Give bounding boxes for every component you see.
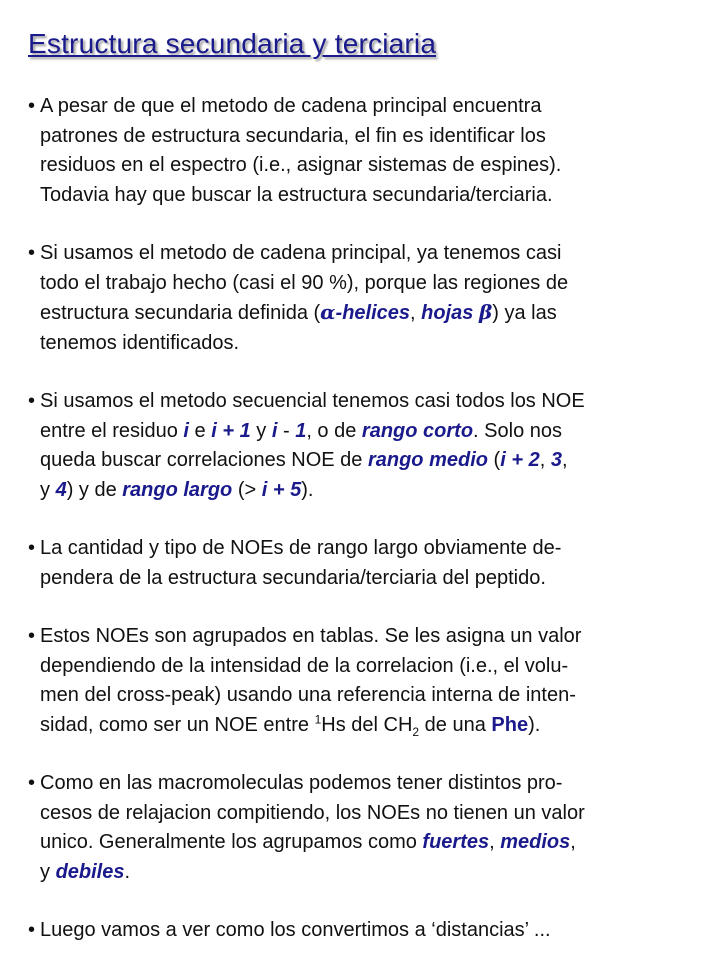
bullet-paragraph-5 bbox=[28, 622, 708, 740]
index-2: 2 bbox=[528, 449, 540, 471]
index-i-plus-5: i + 5 bbox=[261, 478, 302, 501]
text-fragment: , bbox=[489, 831, 501, 853]
rango-corto-term: rango corto bbox=[361, 419, 474, 442]
text-line: Estos NOEs son agrupados en tablas. Se les asigna un valor bbox=[40, 625, 582, 647]
text-line: todo el trabajo hecho (casi el 90 %), porque las regiones de bbox=[40, 271, 569, 294]
superscript: 1 bbox=[314, 711, 322, 726]
text-fragment: ). bbox=[528, 713, 541, 736]
bullet-paragraph-2 bbox=[28, 239, 708, 358]
text-fragment: y bbox=[250, 419, 272, 442]
text-line: men del cross-peak) usando una referencia interna de inten- bbox=[40, 684, 576, 706]
subscript: 2 bbox=[412, 724, 420, 739]
fuertes-term: fuertes bbox=[422, 831, 490, 853]
text-fragment: . bbox=[124, 860, 131, 883]
text-fragment: , bbox=[410, 302, 422, 324]
bullet-icon: • bbox=[28, 772, 36, 794]
text-fragment: unico. Generalmente los agrupamos como bbox=[40, 831, 423, 853]
text-fragment: , o de bbox=[306, 419, 362, 442]
bullet-paragraph-1 bbox=[28, 92, 708, 210]
text-fragment: y bbox=[40, 478, 56, 501]
bullet-icon: • bbox=[28, 625, 36, 647]
text-line: Si usamos el metodo secuencial tenemos casi todos los NOE bbox=[40, 390, 585, 412]
rango-largo-term: rango largo bbox=[122, 478, 233, 501]
text-fragment: ) ya las bbox=[492, 302, 557, 324]
text-fragment: . Solo nos bbox=[473, 419, 562, 442]
bullet-paragraph-6 bbox=[28, 769, 708, 887]
text-line: pendera de la estructura secundaria/terciaria del peptido. bbox=[40, 566, 546, 589]
helices-term: -helices bbox=[335, 302, 411, 324]
text-fragment: , bbox=[561, 449, 568, 471]
bullet-icon: • bbox=[28, 537, 36, 559]
text-line bbox=[40, 417, 708, 447]
index-i-plus-1: i + 1 bbox=[211, 419, 251, 442]
bullet-icon: • bbox=[28, 95, 36, 117]
text-line bbox=[40, 828, 708, 858]
rango-medio-term: rango medio bbox=[367, 449, 488, 471]
index-i: i bbox=[500, 449, 506, 471]
debiles-term: debiles bbox=[55, 860, 125, 883]
text-fragment: estructura secundaria definida ( bbox=[40, 302, 321, 324]
index-1: 1 bbox=[295, 419, 307, 442]
text-fragment: ) y de bbox=[66, 478, 123, 501]
text-fragment: - bbox=[277, 419, 296, 442]
bullet-icon: • bbox=[28, 390, 36, 412]
text-fragment: ). bbox=[301, 478, 314, 501]
text-line bbox=[40, 858, 708, 888]
text-fragment: e bbox=[188, 419, 212, 442]
slide-title: Estructura secundaria y terciaria bbox=[28, 28, 437, 59]
bullet-icon: • bbox=[28, 919, 36, 941]
text-line: Como en las macromoleculas podemos tener distintos pro- bbox=[40, 772, 563, 794]
index-3: 3 bbox=[550, 449, 562, 471]
bullet-list bbox=[28, 92, 708, 975]
bullet-paragraph-7 bbox=[28, 916, 708, 946]
text-line bbox=[40, 298, 708, 329]
text-fragment: , bbox=[570, 831, 576, 853]
text-fragment: (> bbox=[232, 478, 262, 501]
text-line: Si usamos el metodo de cadena principal, ya tenemos casi bbox=[40, 242, 562, 264]
index-4: 4 bbox=[55, 478, 67, 501]
plus-sign: + bbox=[505, 449, 529, 471]
index-i: i bbox=[271, 419, 278, 442]
text-fragment: sidad, como ser un NOE entre bbox=[40, 713, 315, 736]
bullet-paragraph-4 bbox=[28, 534, 708, 593]
text-line bbox=[40, 711, 708, 741]
text-line: Luego vamos a ver como los convertimos a ‘distancias’ ... bbox=[40, 919, 551, 941]
text-line: A pesar de que el metodo de cadena principal encuentra bbox=[40, 95, 542, 117]
text-line: La cantidad y tipo de NOEs de rango largo obviamente de- bbox=[40, 537, 562, 559]
text-line bbox=[40, 476, 708, 506]
text-fragment: queda buscar correlaciones NOE de bbox=[40, 449, 368, 471]
text-fragment: entre el residuo bbox=[40, 419, 184, 442]
medios-term: medios bbox=[500, 831, 571, 853]
bullet-paragraph-3 bbox=[28, 387, 708, 505]
text-line: Todavia hay que buscar la estructura secundaria/terciaria. bbox=[40, 183, 553, 206]
text-fragment: ( bbox=[487, 449, 501, 471]
hojas-term: hojas bbox=[421, 302, 479, 324]
bullet-icon: • bbox=[28, 242, 36, 264]
text-fragment: , bbox=[539, 449, 551, 471]
phe-term: Phe bbox=[491, 713, 529, 736]
text-fragment: y bbox=[40, 860, 56, 883]
text-line: cesos de relajacion compitiendo, los NOEs no tienen un valor bbox=[40, 801, 585, 824]
text-line bbox=[40, 446, 708, 476]
text-line: residuos en el espectro (i.e., asignar sistemas de espines). bbox=[40, 154, 562, 176]
text-line: dependiendo de la intensidad de la correlacion (i.e., el volu- bbox=[40, 654, 569, 677]
text-fragment: de una bbox=[419, 713, 492, 736]
text-fragment: Hs del CH bbox=[321, 713, 413, 736]
alpha-symbol: α bbox=[320, 300, 336, 324]
text-line: patrones de estructura secundaria, el fin es identificar los bbox=[40, 124, 546, 147]
beta-symbol: β bbox=[478, 300, 493, 324]
index-i: i bbox=[183, 419, 189, 442]
text-line: tenemos identificados. bbox=[40, 331, 240, 354]
